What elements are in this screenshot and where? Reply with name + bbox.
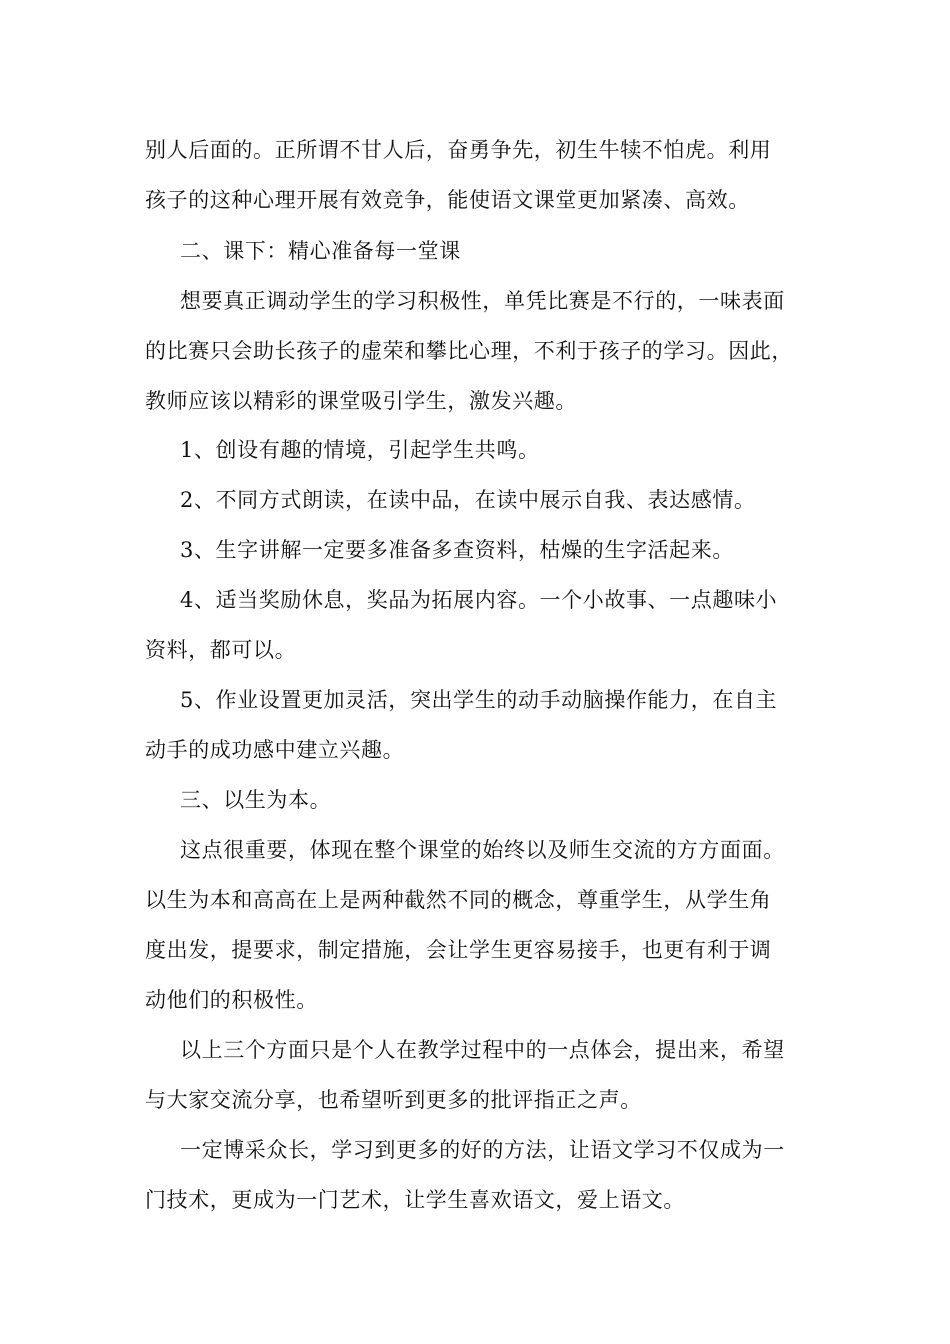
text-line: 别人后面的。正所谓不甘人后，奋勇争先，初生牛犊不怕虎。利用	[145, 138, 772, 162]
text-line: 资料，都可以。	[145, 638, 297, 662]
text-line: 以上三个方面只是个人在教学过程中的一点体会，提出来，希望	[180, 1038, 785, 1062]
text-line: 动手的成功感中建立兴趣。	[145, 738, 405, 762]
text-line: 一定博采众长，学习到更多的好的方法，让语文学习不仅成为一	[180, 1138, 785, 1162]
text-line: 这点很重要，体现在整个课堂的始终以及师生交流的方方面面。	[180, 838, 785, 862]
section-heading: 三、以生为本。	[180, 788, 332, 812]
text-line: 度出发，提要求，制定措施，会让学生更容易接手，也更有利于调	[145, 938, 772, 962]
list-item: 3、生字讲解一定要多准备多查资料，枯燥的生字活起来。	[180, 538, 734, 562]
text-line: 动他们的积极性。	[145, 988, 318, 1012]
text-line: 的比赛只会助长孩子的虚荣和攀比心理，不利于孩子的学习。因此，	[145, 339, 793, 363]
text-line: 想要真正调动学生的学习积极性，单凭比赛是不行的，一味表面	[180, 289, 785, 313]
text-line: 以生为本和高高在上是两种截然不同的概念，尊重学生，从学生角	[145, 888, 772, 912]
list-item: 5、作业设置更加灵活，突出学生的动手动脑操作能力，在自主	[180, 688, 778, 712]
list-item: 4、适当奖励休息，奖品为拓展内容。一个小故事、一点趣味小	[180, 588, 778, 612]
text-line: 门技术，更成为一门艺术，让学生喜欢语文，爱上语文。	[145, 1188, 685, 1212]
text-line: 孩子的这种心理开展有效竞争，能使语文课堂更加紧凑、高效。	[145, 188, 750, 212]
text-line: 教师应该以精彩的课堂吸引学生，激发兴趣。	[145, 389, 577, 413]
list-item: 2、不同方式朗读，在读中品，在读中展示自我、表达感情。	[180, 488, 756, 512]
list-item: 1、创设有趣的情境，引起学生共鸣。	[180, 438, 540, 462]
text-line: 与大家交流分享，也希望听到更多的批评指正之声。	[145, 1088, 642, 1112]
section-heading: 二、课下：精心准备每一堂课	[180, 239, 461, 263]
